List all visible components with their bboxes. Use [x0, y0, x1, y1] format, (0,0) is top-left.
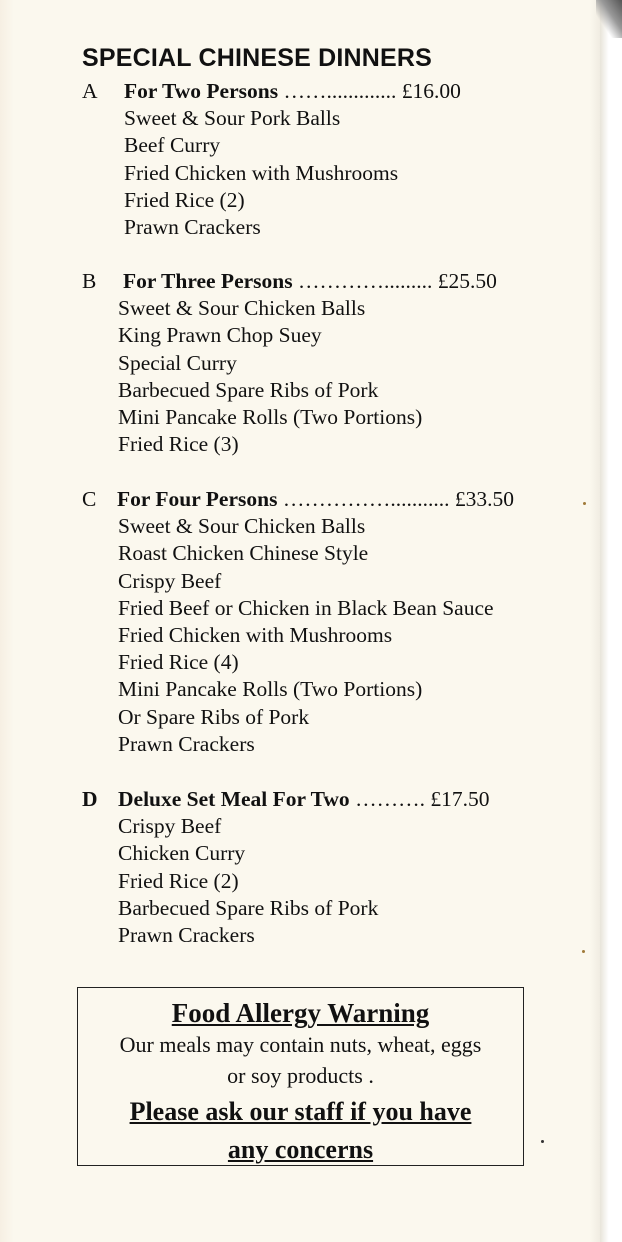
allergy-warning-text: Our meals may contain nuts, wheat, eggs: [119, 1032, 482, 1057]
menu-section-b: [82, 268, 542, 458]
menu-item: Chicken Curry: [118, 841, 246, 866]
menu-section-c: [82, 486, 542, 758]
section-price: £17.50: [430, 787, 490, 811]
section-price: £16.00: [401, 79, 461, 103]
menu-heading: SPECIAL CHINESE DINNERS: [82, 44, 433, 72]
menu-item: Barbecued Spare Ribs of Pork: [118, 895, 379, 920]
menu-item: Prawn Crackers: [118, 922, 255, 947]
menu-item: Fried Beef or Chicken in Black Bean Sauce: [118, 595, 494, 620]
leader-dots: ………….........: [297, 269, 433, 293]
leader-dots: ……….: [355, 787, 425, 811]
menu-section-d: [82, 786, 542, 949]
section-letter: B: [82, 269, 97, 293]
section-price: £33.50: [454, 487, 514, 511]
menu-item: Sweet & Sour Chicken Balls: [118, 514, 366, 539]
section-letter: C: [82, 487, 97, 511]
menu-item: Fried Rice (4): [118, 650, 239, 675]
page-corner-shadow: [596, 0, 622, 38]
menu-item: Fried Rice (3): [118, 432, 239, 457]
menu-item: Beef Curry: [124, 133, 221, 158]
page-edge: [600, 0, 622, 1242]
paper-speck: [541, 1140, 544, 1143]
allergy-warning-cta: any concerns: [227, 1135, 374, 1164]
menu-item: Sweet & Sour Pork Balls: [124, 106, 341, 131]
menu-item: Prawn Crackers: [124, 214, 261, 239]
allergy-warning-box: [77, 987, 524, 1166]
menu-item: King Prawn Chop Suey: [118, 323, 322, 348]
menu-item: Fried Rice (2): [124, 187, 245, 212]
section-title: For Two Persons: [124, 79, 279, 103]
menu-item: Or Spare Ribs of Pork: [118, 704, 310, 729]
section-title: For Three Persons: [123, 269, 293, 293]
menu-item: Sweet & Sour Chicken Balls: [118, 296, 366, 321]
allergy-warning-cta: Please ask our staff if you have: [129, 1097, 472, 1126]
section-price: £25.50: [437, 269, 497, 293]
leader-dots: ……………...........: [282, 487, 450, 511]
section-letter: A: [82, 79, 98, 103]
allergy-warning-title: Food Allergy Warning: [171, 998, 430, 1028]
menu-item: Mini Pancake Rolls (Two Portions): [118, 677, 423, 702]
allergy-warning-text: or soy products .: [227, 1063, 374, 1088]
section-title: Deluxe Set Meal For Two: [118, 787, 350, 811]
section-title: For Four Persons: [117, 487, 278, 511]
paper-speck: [582, 950, 585, 953]
menu-item: Roast Chicken Chinese Style: [118, 541, 369, 566]
leader-dots: …….............: [283, 79, 397, 103]
paper-speck: [583, 502, 586, 505]
menu-item: Fried Rice (2): [118, 868, 239, 893]
menu-section-a: [82, 78, 542, 241]
menu-item: Crispy Beef: [118, 568, 222, 593]
menu-item: Fried Chicken with Mushrooms: [124, 160, 399, 185]
menu-item: Prawn Crackers: [118, 731, 255, 756]
menu-item: Crispy Beef: [118, 814, 222, 839]
menu-item: Special Curry: [118, 350, 237, 375]
menu-item: Barbecued Spare Ribs of Pork: [118, 377, 379, 402]
section-letter: D: [82, 787, 98, 811]
menu-item: Fried Chicken with Mushrooms: [118, 622, 393, 647]
menu-item: Mini Pancake Rolls (Two Portions): [118, 404, 423, 429]
